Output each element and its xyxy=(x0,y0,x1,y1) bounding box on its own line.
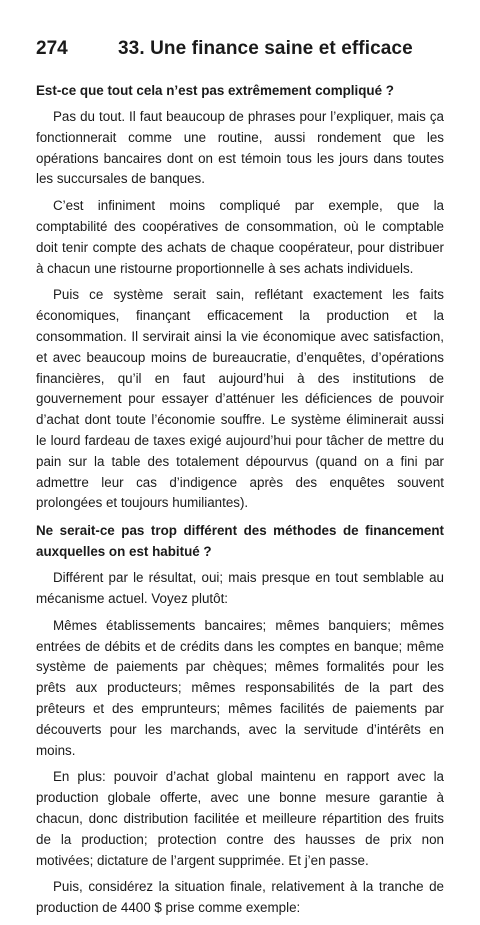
paragraph: En plus: pouvoir d’achat global maintenu en rapport avec la production globale offerte, avec une bonne mesure garantie à chacun, donc distribution facilitée et meilleure répartition des fruits de la production; protection contre des hausses de prix non motivées; dictature de l’argent supprimée. Et j’en passe. xyxy=(36,769,444,868)
paragraph: Pas du tout. Il faut beaucoup de phrases pour l’expliquer, mais ça fonctionnerait comme une routine, aussi rondement que les opérations bancaires dont on est témoin tous les jours dans toutes les succursales de banques. xyxy=(36,109,444,187)
paragraph: Mêmes établissements bancaires; mêmes banquiers; mêmes entrées de débits et de crédits dans les comptes en banque; même système de paiements par chèques; mêmes formalités pour les prêts aux producteurs; mêmes responsabilités de la part des prêteurs et des emprunteurs; mêmes facilités de paiements par découverts pour les marchands, avec la servitude d’intérêts en moins. xyxy=(36,617,444,758)
section-question-1: Est-ce que tout cela n’est pas extrêmement compliqué ? xyxy=(36,83,394,98)
running-head xyxy=(36,38,444,60)
paragraph: Puis ce système serait sain, reflétant exactement les faits économiques, finançant efficacement la production et la consommation. Il servirait ainsi la vie économique avec satisfaction, et avec beaucoup moins de bureaucratie, d’enquêtes, d’opérations financières, qu’il en faut aujourd’hui à des institutions de gouvernement pour essayer d’atténuer les déficiences de pouvoir d’achat dont toute l’économie souffre. Le système éliminerait aussi le lourd fardeau de taxes exigé aujourd’hui pour tâcher de mettre du pain sur la table des totalement dépourvus (quand on a fini par admettre leur cas d’indigence après des enquêtes souvent prolongées et toujours humiliantes). xyxy=(36,287,444,511)
paragraph: Différent par le résultat, oui; mais presque en tout semblable au mécanisme actuel. Voyez plutôt: xyxy=(36,570,444,606)
paragraph: C’est infiniment moins compliqué par exemple, que la comptabilité des coopératives de consommation, où le comptable doit tenir compte des achats de chaque coopérateur, pour distribuer à chacun une ristourne proportionnelle à ses achats individuels. xyxy=(36,198,444,276)
book-page xyxy=(36,38,444,925)
chapter-title: 33. Une finance saine et efficace xyxy=(118,38,413,59)
page-number: 274 xyxy=(36,38,68,59)
section-question-2: Ne serait-ce pas trop différent des méthodes de financement auxquelles on est habitué ? xyxy=(36,523,444,560)
paragraph: Puis, considérez la situation finale, relativement à la tranche de production de 4400 $ prise comme exemple: xyxy=(36,879,444,916)
